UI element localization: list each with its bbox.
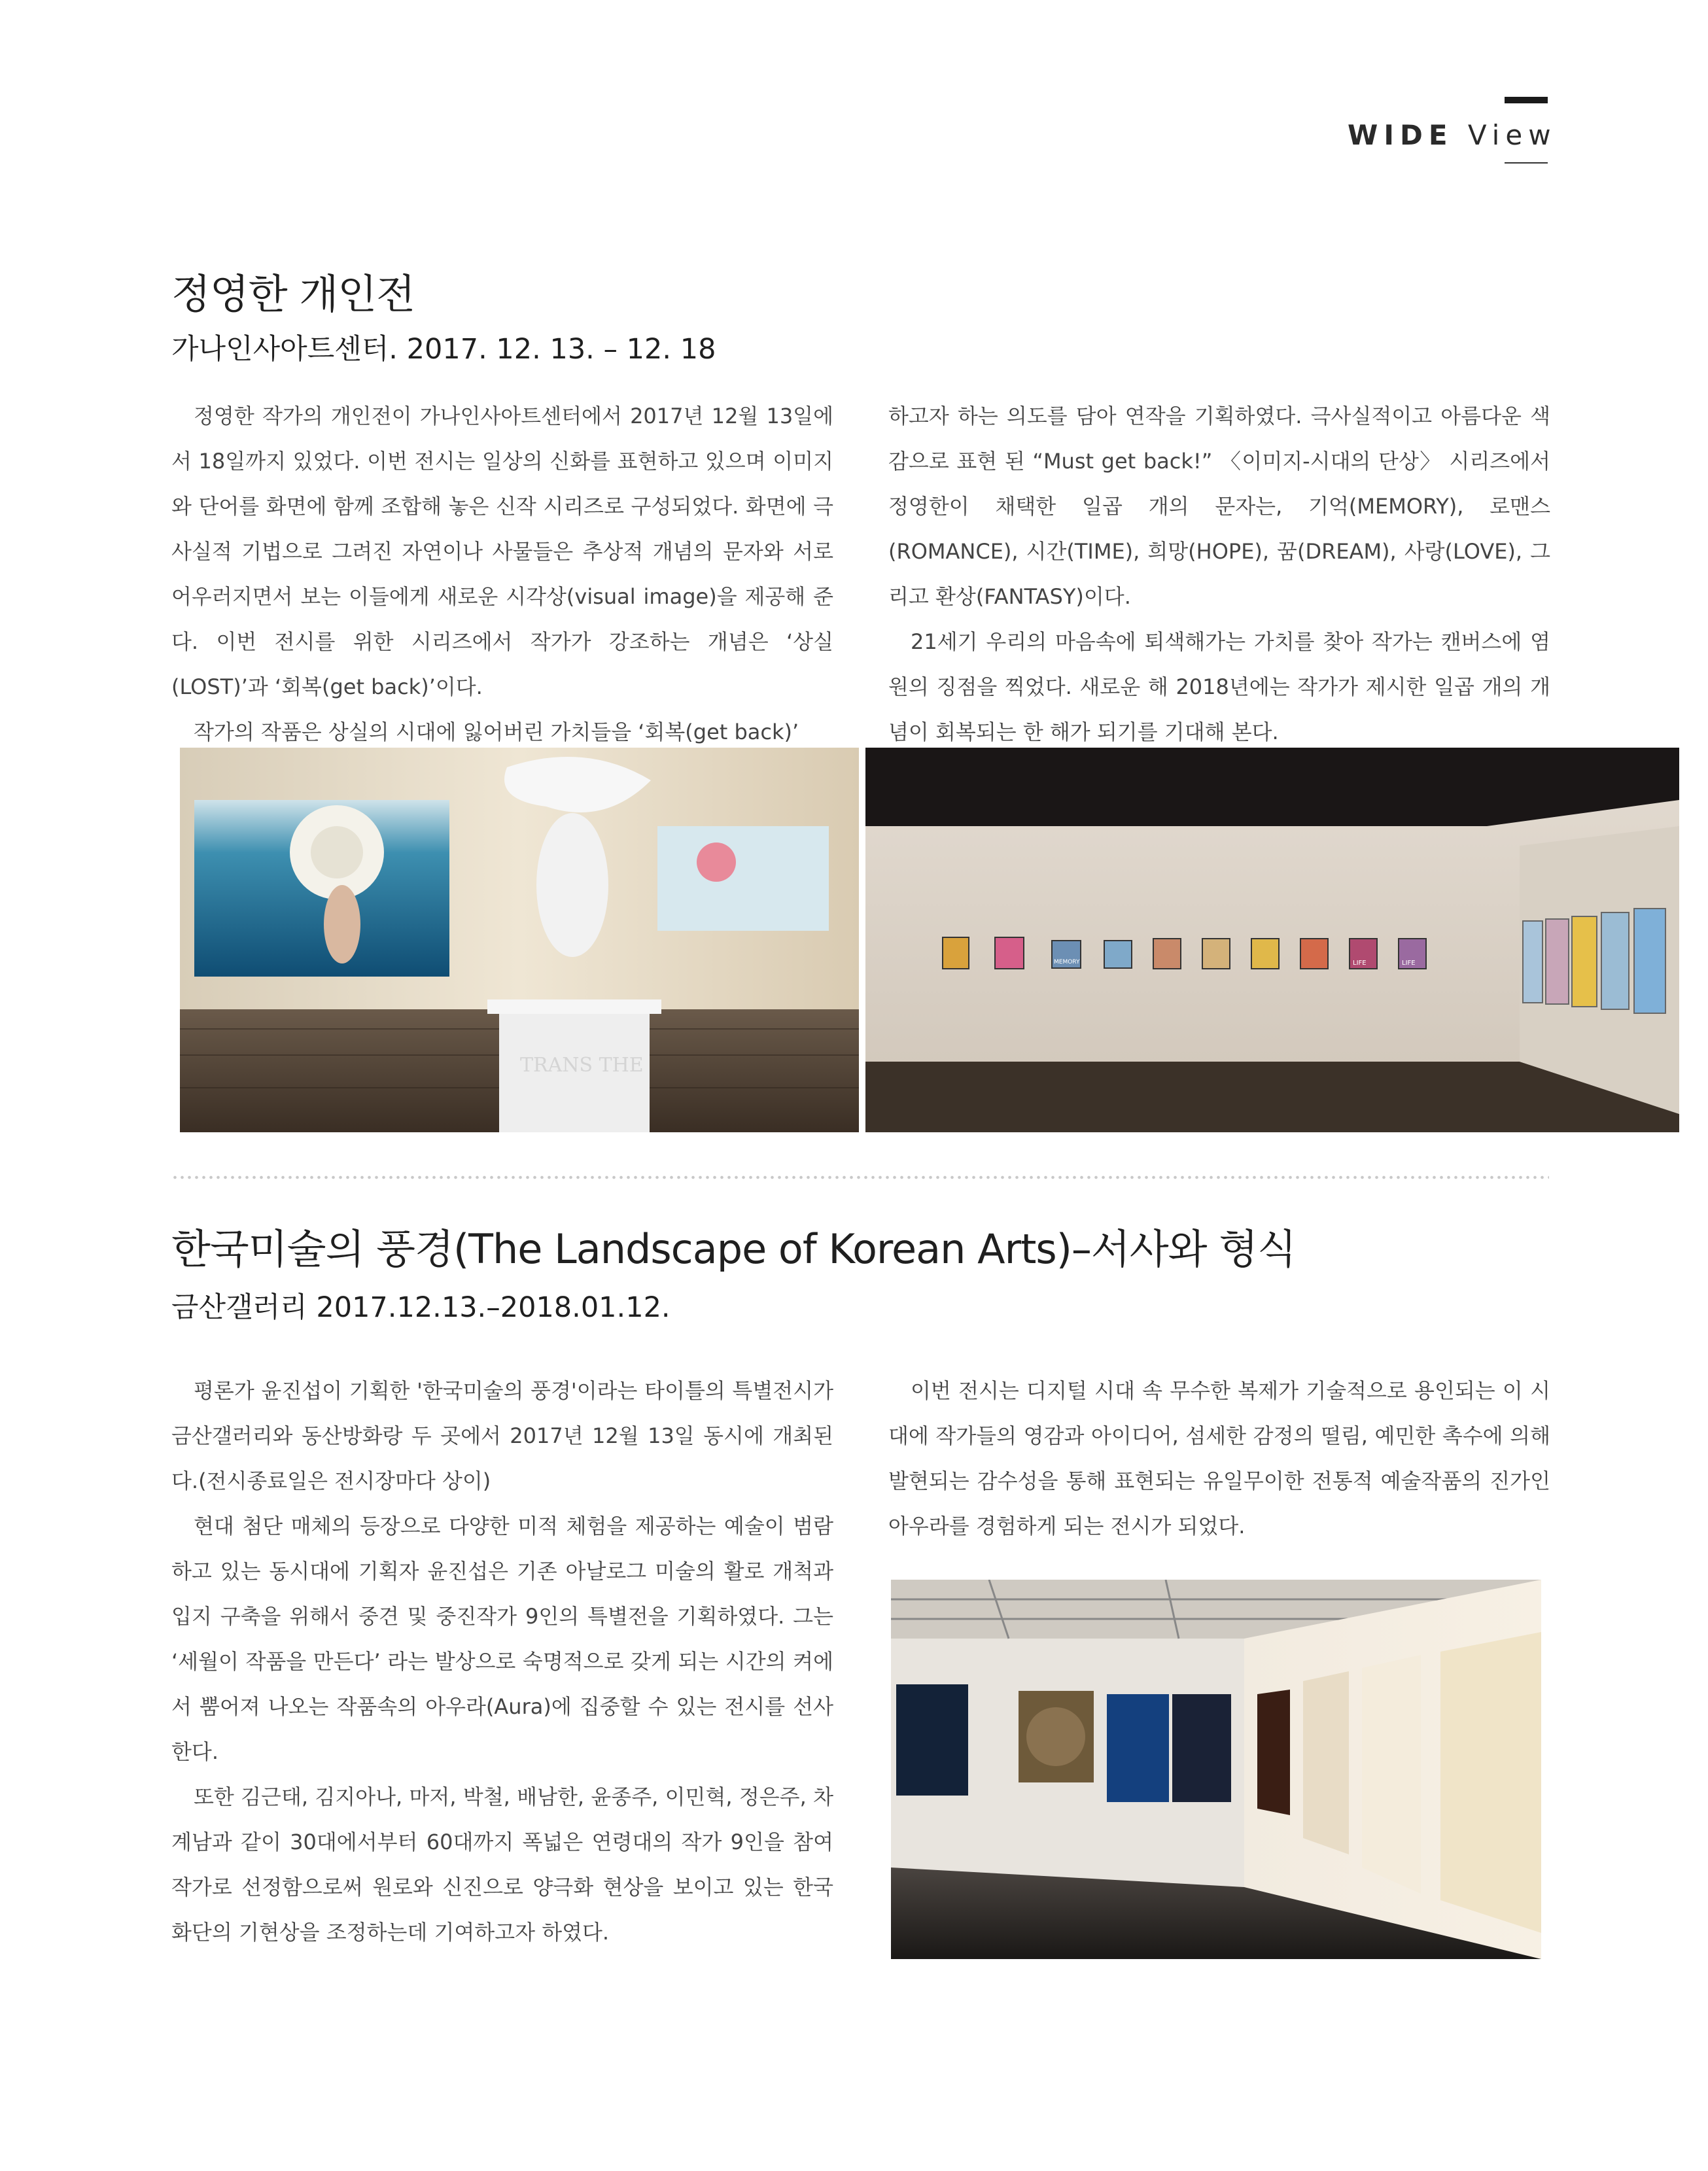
- article1-subtitle: 가나인사아트센터. 2017. 12. 13. – 12. 18: [171, 333, 716, 366]
- header-accent-bar: [1505, 97, 1548, 103]
- article2-left-paragraph: 평론가 윤진섭이 기획한 '한국미술의 풍경'이라는 타이틀의 특별전시가 금산갤러리와 동산방화랑 두 곳에서 2017년 12월 13일 동시에 개최된다.(전시종료일은 전시장마다 상이): [171, 1378, 833, 1493]
- gallery-wall-drawing: [865, 748, 1679, 1132]
- article1-right-column: [888, 394, 1550, 755]
- geumsan-gallery-photo: [891, 1580, 1541, 1959]
- article2-right-paragraph: 이번 전시는 디지털 시대 속 무수한 복제가 기술적으로 용인되는 이 시대에 작가들의 영감과 아이디어, 섬세한 감정의 떨림, 예민한 촉수에 의해 발현되는 감수성을 통해 표현되는 유일무이한 전통적 예술작품의 진가인 아우라를 경험하게 되는 전시가 되었다.: [888, 1378, 1550, 1538]
- article1-left-paragraph: 정영한 작가의 개인전이 가나인사아트센터에서 2017년 12월 13일에서 18일까지 있었다. 이번 전시는 일상의 신화를 표현하고 있으며 이미지와 단어를 화면에 함께 조합해 놓은 신작 시리즈로 구성되었다. 화면에 극사실적 기법으로 그려진 자연이나 사물들은 추상적 개념의 문자와 서로 어우러지면서 보는 이들에게 새로운 시각상(visual image)을 제공해 준다. 이번 전시를 위한 시리즈에서 작가가 강조하는 개념은 ‘상실(LOST)’과 ‘회복(get back)’이다.: [171, 404, 833, 699]
- section-divider: [171, 1174, 1549, 1181]
- article2-right-column: [888, 1368, 1550, 1549]
- sculpture-exhibition-photo: [180, 748, 859, 1132]
- sculpture-exhibition-drawing: [180, 748, 859, 1132]
- gallery-wall-photo: [865, 748, 1679, 1132]
- article1-right-paragraph: 하고자 하는 의도를 담아 연작을 기획하였다. 극사실적이고 아름다운 색감으로 표현 된 “Must get back!” 〈이미지-시대의 단상〉 시리즈에서 정영한이 채택한 일곱 개의 문자는, 기억(MEMORY), 로맨스(ROMANCE), 시간(TIME), 희망(HOPE), 꿈(DREAM), 사랑(LOVE), 그리고 환상(FANTASY)이다.: [888, 404, 1550, 609]
- painting-label: MEMORY: [1054, 959, 1080, 965]
- pedestal-inscription: TRANS THE: [520, 1054, 644, 1077]
- article2-left-column: [171, 1368, 833, 1955]
- article2-title: 한국미술의 풍경(The Landscape of Korean Arts)–서사와 형식: [171, 1225, 1297, 1273]
- section-label-light: View: [1467, 119, 1557, 151]
- article2-subtitle: 금산갤러리 2017.12.13.–2018.01.12.: [171, 1291, 671, 1324]
- header-rule: [1505, 162, 1548, 164]
- article2-left-paragraph: 또한 김근태, 김지아나, 마저, 박철, 배남한, 윤종주, 이민혁, 정은주, 차계남과 같이 30대에서부터 60대까지 폭넓은 연령대의 작가 9인을 참여작가로 선정함으로써 원로와 신진으로 양극화 현상을 보이고 있는 한국 화단의 기현상을 조정하는데 기여하고자 하였다.: [171, 1784, 833, 1945]
- section-label: [1348, 119, 1557, 151]
- geumsan-gallery-drawing: [891, 1580, 1541, 1959]
- article1-left-paragraph: 작가의 작품은 상실의 시대에 잃어버린 가치들을 ‘회복(get back)’: [194, 720, 799, 744]
- article2-left-paragraph: 현대 첨단 매체의 등장으로 다양한 미적 체험을 제공하는 예술이 범람하고 있는 동시대에 기획자 윤진섭은 기존 아날로그 미술의 활로 개척과 입지 구축을 위해서 중견 및 중진작가 9인의 특별전을 기획하였다. 그는 ‘세월이 작품을 만든다’ 라는 발상으로 숙명적으로 갖게 되는 시간의 켜에서 뿜어져 나오는 작품속의 아우라(Aura)에 집중할 수 있는 전시를 선사한다.: [171, 1514, 833, 1764]
- article1-right-paragraph: 21세기 우리의 마음속에 퇴색해가는 가치를 찾아 작가는 캔버스에 염원의 징점을 찍었다. 새로운 해 2018년에는 작가가 제시한 일곱 개의 개념이 회복되는 한 해가 되기를 기대해 본다.: [888, 629, 1550, 744]
- article1-title: 정영한 개인전: [171, 270, 415, 318]
- article1-left-column: [171, 394, 833, 755]
- section-label-bold: WIDE: [1348, 119, 1454, 151]
- painting-label: LIFE: [1402, 960, 1416, 967]
- painting-label: LIFE: [1353, 960, 1367, 967]
